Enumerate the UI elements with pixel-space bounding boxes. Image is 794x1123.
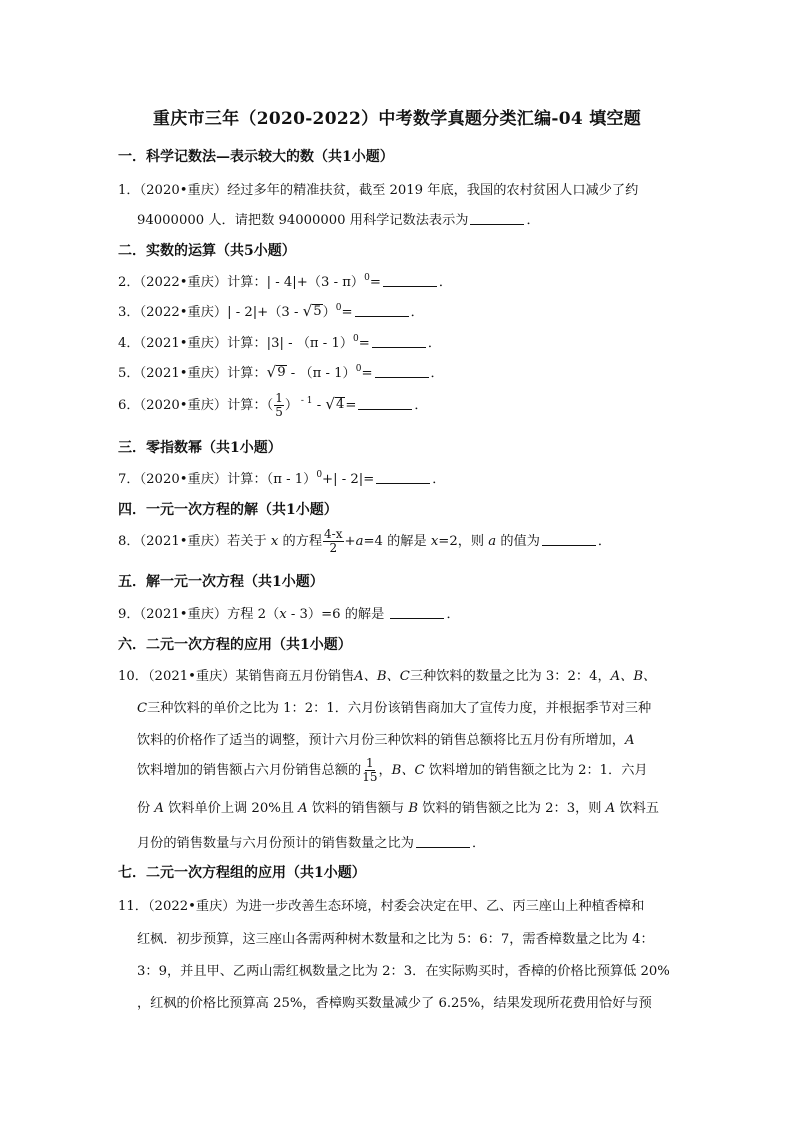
question-5: 5．（2021•重庆）计算： √ 9 - （π - 1）$^0$= ． — [118, 363, 444, 381]
question-7: 7．（2020•重庆）计算：（π - 1）$^0$+| - 2|= ． — [118, 470, 446, 487]
question-3: 3．（2022•重庆）| - 2|+（3 - √ 5 ）$^0$= ． — [118, 302, 424, 320]
answer-blank — [416, 835, 470, 848]
fraction: $\frac{1}{15}$ — [362, 756, 378, 784]
answer-blank — [470, 212, 524, 225]
section-heading-3: 三．零指数幂（共1小题） — [118, 440, 282, 456]
question-10-line-4: 饮料增加的销售额占六月份销售总额的 $\frac{1}{15}$ ，B、C 饮料增加的销售额之比为 2：1．六月 — [137, 756, 648, 784]
answer-blank — [542, 533, 596, 546]
section-heading-4: 四．一元一次方程的解（共1小题） — [118, 502, 338, 518]
question-2: 2．（2022•重庆）计算：| - 4|+（3 - π）$^0$= ． — [118, 273, 453, 290]
answer-blank — [376, 471, 430, 484]
section-heading-6: 六．二元一次方程的应用（共1小题） — [118, 637, 352, 653]
answer-blank — [375, 365, 429, 378]
section-heading-2: 二．实数的运算（共5小题） — [118, 243, 296, 259]
question-9: 9．（2021•重庆）方程 2（x - 3）=6 的解是 ． — [118, 607, 460, 622]
question-10-line-5: 份 A 饮料单价上调 20%且 A 饮料的销售额与 B 饮料的销售额之比为 2：3，则 A 饮料五 — [137, 801, 659, 816]
answer-blank — [383, 274, 437, 287]
question-4: 4．（2021•重庆）计算：|3| - （π - 1）$^0$= ． — [118, 334, 442, 351]
fraction: $\frac{4-x}{2}$ — [324, 527, 343, 555]
question-10-line-2: C三种饮料的单价之比为 1：2：1．六月份该销售商加大了宣传力度，并根据季节对三种 — [137, 701, 652, 716]
question-8: 8．（2021•重庆）若关于 x 的方程 $\frac{4-x}{2}$ +a=4 的解是 x=2，则 a 的值为 ． — [118, 527, 612, 555]
section-heading-7: 七．二元一次方程组的应用（共1小题） — [118, 865, 366, 881]
question-11-line-2: 红枫．初步预算，这三座山各需两种树木数量和之比为 5：6：7，需香樟数量之比为 4： — [137, 932, 654, 947]
section-heading-1: 一．科学记数法—表示较大的数（共1小题） — [118, 149, 394, 165]
question-1-line-1: 1．（2020•重庆）经过多年的精准扶贫，截至 2019 年底，我国的农村贫困人口减少了约 — [118, 183, 639, 198]
question-10-line-3: 饮料的价格作了适当的调整，预计六月份三种饮料的销售总额将比五月份有所增加，A — [137, 733, 635, 748]
answer-blank — [355, 304, 409, 317]
document-title: 重庆市三年（2020-2022）中考数学真题分类汇编-04 填空题 — [152, 109, 642, 129]
question-6: 6．（2020•重庆）计算：（ $\frac{1}{5}$ ） $^{- 1}$ - √ 4 = ． — [118, 391, 428, 419]
question-1-line-2: 94000000 人．请把数 94000000 用科学记数法表示为 ． — [137, 213, 540, 228]
question-10-line-1: 10．（2021•重庆）某销售商五月份销售A、B、C三种饮料的数量之比为 3：2：4，A、B、 — [118, 669, 657, 684]
fraction: $\frac{1}{5}$ — [275, 391, 283, 419]
question-11-line-3: 3：9，并且甲、乙两山需红枫数量之比为 2：3．在实际购买时，香樟的价格比预算低 20% — [137, 964, 670, 979]
section-heading-5: 五．解一元一次方程（共1小题） — [118, 574, 324, 590]
question-10-line-6: 月份的销售数量与六月份预计的销售数量之比为 ． — [137, 836, 486, 851]
sqrt-symbol: √ 9 — [266, 363, 286, 381]
sqrt-symbol: √ 5 — [302, 302, 322, 320]
answer-blank — [358, 397, 412, 410]
answer-blank — [390, 606, 444, 619]
question-11-line-4: ，红枫的价格比预算高 25%，香樟购买数量减少了 6.25%，结果发现所花费用恰好与预 — [137, 996, 652, 1011]
question-11-line-1: 11．（2022•重庆）为进一步改善生态环境，村委会决定在甲、乙、丙三座山上种植香樟和 — [118, 899, 645, 914]
sqrt-symbol: √ 4 — [325, 395, 345, 413]
answer-blank — [372, 335, 426, 348]
